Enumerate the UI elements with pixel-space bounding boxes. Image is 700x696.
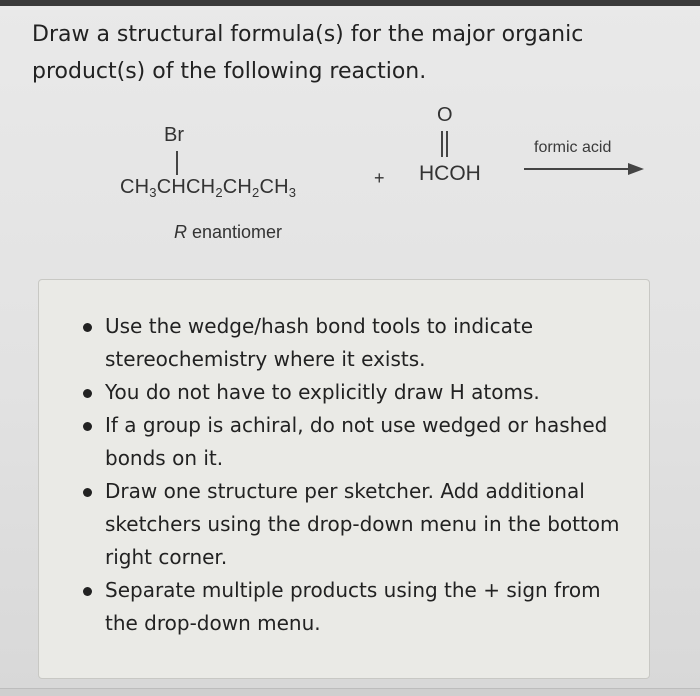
instruction-text: Separate multiple products using the + sign from the drop-down menu. [105,578,601,635]
instruction-item [105,475,625,574]
question-line-2: product(s) of the following reaction. [32,59,427,84]
top-bar [0,0,700,6]
chain-part: CH [120,176,150,198]
instruction-text: If a group is achiral, do not use wedged or hashed bonds on it. [105,413,608,470]
question-text [32,16,672,90]
instruction-text: Draw one structure per sketcher. Add additional sketchers using the drop-down menu in the bottom right corner. [105,479,620,569]
carbonyl-bond-2 [446,131,448,157]
bullet-icon [83,422,92,431]
carbonyl-bond-1 [441,131,443,157]
stereo-letter: R [174,222,187,242]
bullet-icon [83,389,92,398]
reaction-arrow-head [628,163,644,175]
chain-sub: 2 [215,185,223,200]
question-line-1: Draw a structural formula(s) for the major organic [32,22,584,47]
substrate-formula [120,176,296,200]
instruction-item [105,574,625,640]
chain-sub: 2 [252,185,260,200]
instruction-text: You do not have to explicitly draw H atoms. [105,380,540,404]
bromine-label: Br [164,124,184,146]
plus-sign: + [374,168,385,188]
formic-acid-formula: HCOH [419,162,481,185]
bullet-icon [83,488,92,497]
stereo-word: enantiomer [187,222,283,242]
bullet-icon [83,587,92,596]
instruction-item [105,376,625,409]
instruction-item [105,310,625,376]
stereo-label [174,222,282,243]
instructions-list [105,310,625,640]
chain-sub: 3 [288,185,297,200]
solvent-label: formic acid [534,139,612,156]
chain-part: CH [222,176,253,198]
carbonyl-oxygen-label: O [437,104,453,126]
instruction-item [105,409,625,475]
instructions-box [38,279,650,679]
chain-part: CHCH [156,176,216,198]
chain-sub: 3 [149,185,157,200]
chain-part: CH [259,176,289,198]
instruction-text: Use the wedge/hash bond tools to indicate stereochemistry where it exists. [105,314,534,371]
bullet-icon [83,323,92,332]
c-br-bond [176,151,178,175]
reaction-arrow [524,168,634,170]
